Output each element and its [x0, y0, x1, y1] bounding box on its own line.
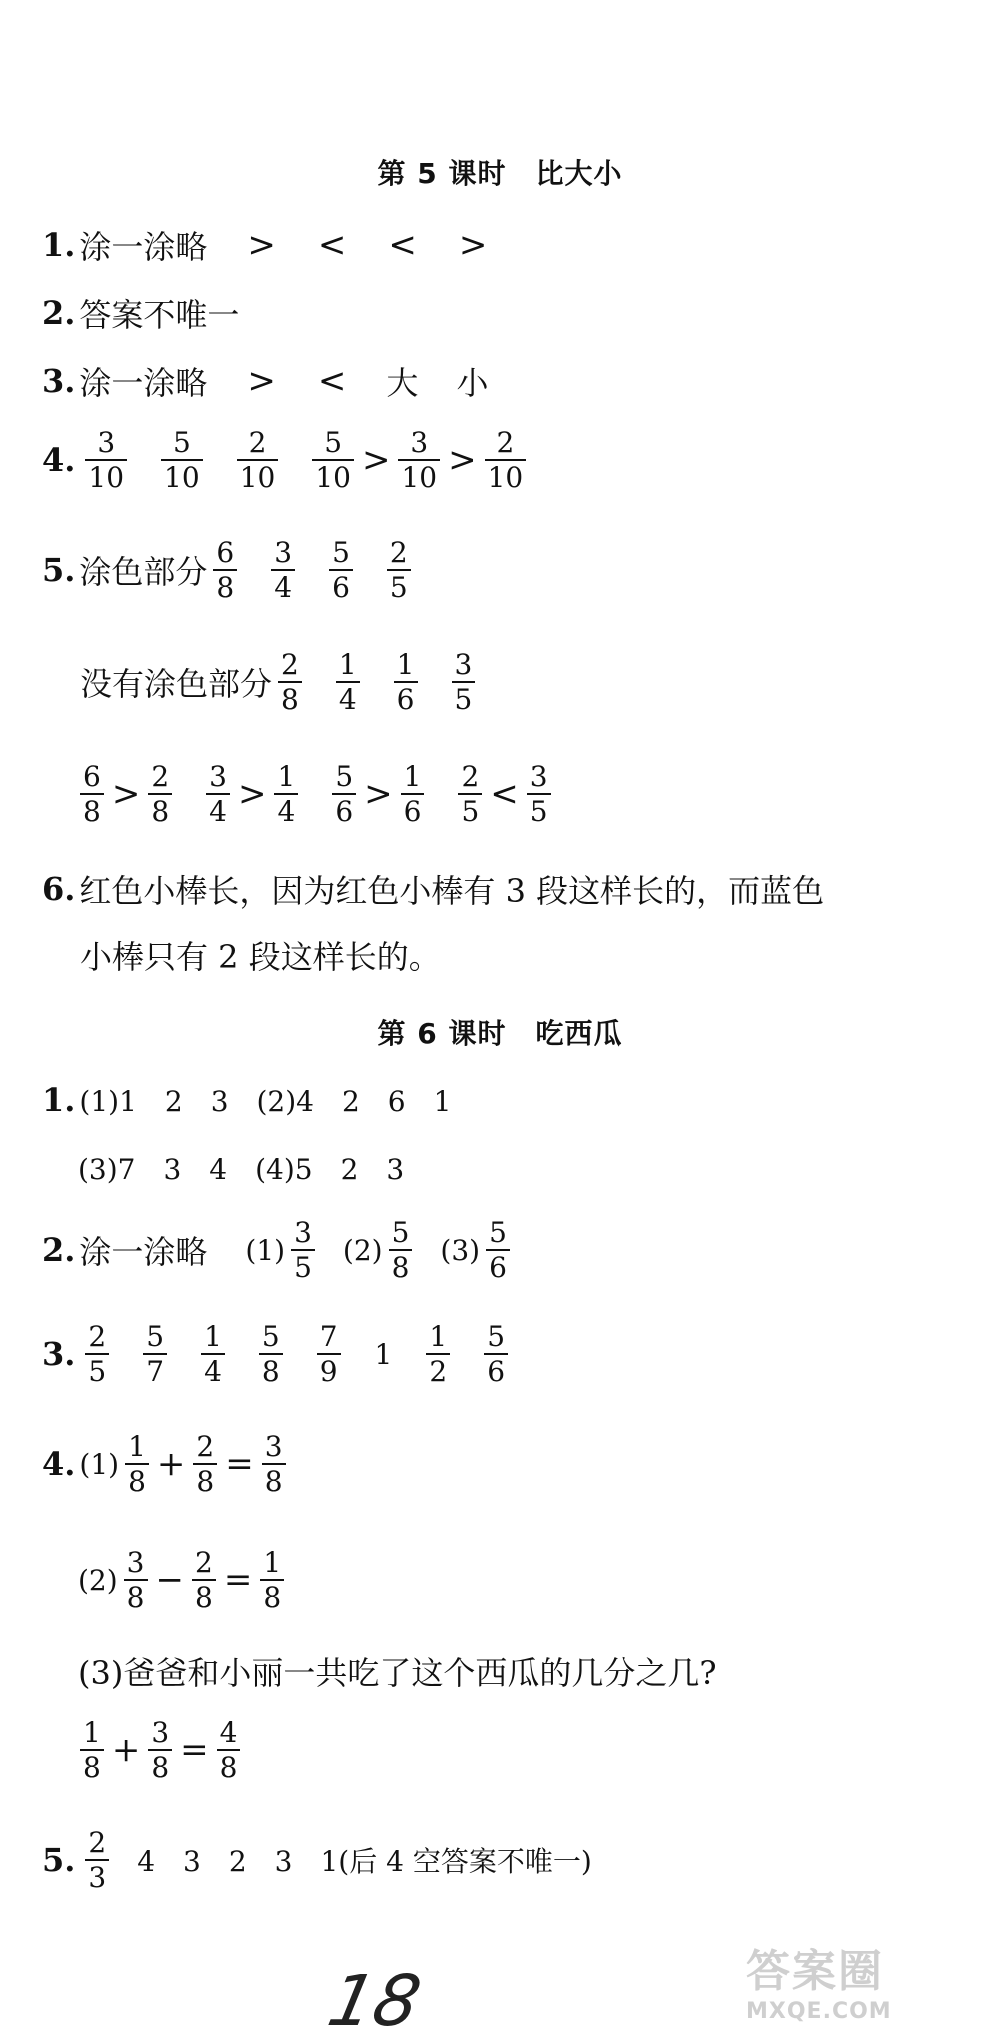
s5-q4: 4. $\frac{3}{10}$ $\frac{5}{10}$ $\frac{2}{10}$ $\frac{5}{10}$ > $\frac{3}{10}$ > $\frac{2}{10}$ [42, 428, 532, 493]
section-title-6: 第 6 课时 吃西瓜 [377, 1017, 623, 1050]
s5-q5-unshaded: 没有涂色部分 $\frac{2}{8}$ $\frac{1}{4}$ $\frac{1}{6}$ $\frac{3}{5}$ [80, 650, 481, 715]
s5-q1: 1. 涂一涂略 > < < > [42, 225, 488, 266]
s5-q5-shaded: 5. 涂色部分 $\frac{6}{8}$ $\frac{3}{4}$ $\frac{5}{6}$ $\frac{2}{5}$ [42, 538, 417, 603]
s5-q6-line2: 小棒只有 2 段这样长的。 [80, 938, 441, 976]
s6-q2: 2. 涂一涂略 (1) $\frac{3}{5}$ (2) $\frac{5}{8}$ (3) $\frac{5}{6}$ [42, 1218, 516, 1283]
watermark-logo: 答案圈 MXQE.COM [746, 1946, 892, 2024]
s6-q4-1: 4. (1) $\frac{1}{8}$ + $\frac{2}{8}$ = $\frac{3}{8}$ [42, 1432, 292, 1497]
s5-q3: 3. 涂一涂略 > < 大 小 [42, 361, 489, 402]
s5-q6-line1: 6. 红色小棒长，因为红色小棒有 3 段这样长的，而蓝色 [42, 870, 825, 910]
section-title-5: 第 5 课时 比大小 [377, 157, 623, 190]
s6-q3: 3. $\frac{2}{5}$ $\frac{5}{7}$ $\frac{1}{4}$ $\frac{5}{8}$ $\frac{7}{9}$ 1 $\frac{1}{2}$ $\frac{5}{6}$ [42, 1322, 514, 1387]
s6-q1-line1: 1. (1)1 2 3 (2)4 2 6 1 [42, 1081, 452, 1119]
s6-q4-2: (2) $\frac{3}{8}$ − $\frac{2}{8}$ = $\frac{1}{8}$ [78, 1548, 290, 1613]
s6-q4-3-equation: $\frac{1}{8}$ + $\frac{3}{8}$ = $\frac{4}{8}$ [74, 1718, 246, 1783]
handwritten-page-number: 18 [321, 1960, 428, 2042]
s5-q2: 2. 答案不唯一 [42, 294, 240, 334]
s6-q5: 5. $\frac{2}{3}$ 4 3 2 3 1(后 4 空答案不唯一) [42, 1826, 592, 1895]
s5-q5-compare: $\frac{6}{8}$ > $\frac{2}{8}$ $\frac{3}{4}$ > $\frac{1}{4}$ $\frac{5}{6}$ > $\frac{1}{6}$ $\frac{2}{5}$ < $\frac{3}{5}$ [74, 762, 557, 827]
s6-q1-line2: (3)7 3 4 (4)5 2 3 [78, 1153, 405, 1186]
s6-q4-3-question: (3)爸爸和小丽一共吃了这个西瓜的几分之几? [78, 1654, 717, 1692]
